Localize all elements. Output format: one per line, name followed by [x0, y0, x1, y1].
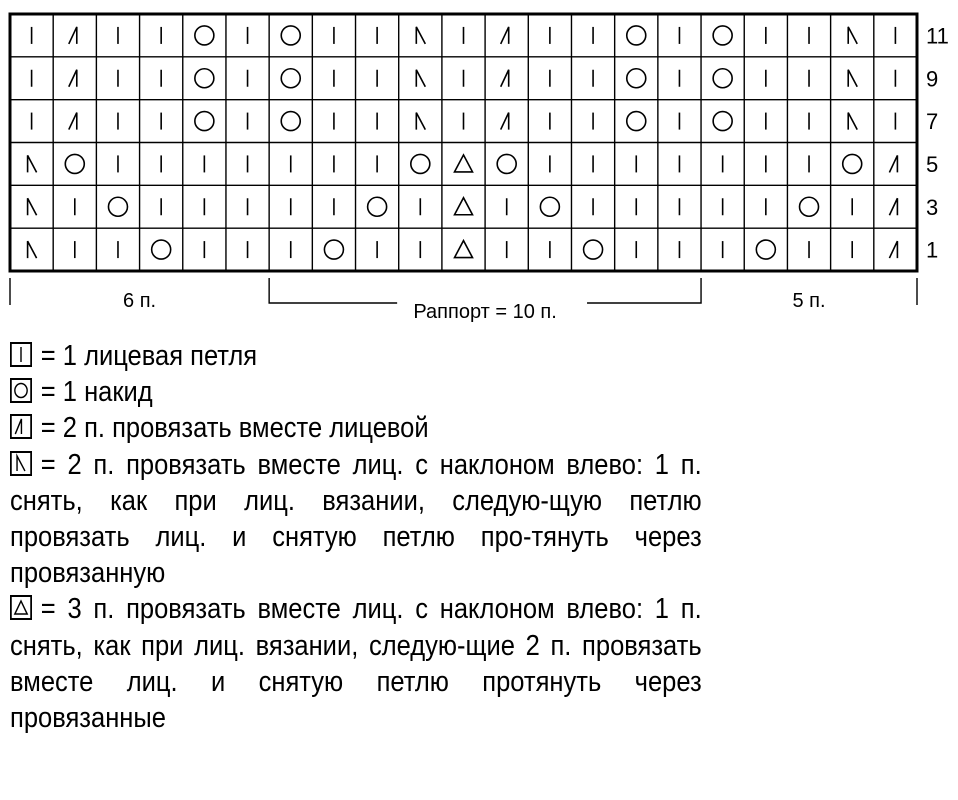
repeat-brackets — [10, 278, 917, 323]
yarn-over-mark — [281, 112, 300, 131]
legend — [10, 338, 702, 736]
k2tog-mark — [69, 113, 77, 130]
ssk-mark — [848, 70, 857, 87]
row-labels — [926, 23, 949, 262]
yarn-over-mark — [497, 154, 516, 173]
ssk-mark — [416, 27, 425, 44]
bracket-label: Раппорт = 10 п. — [413, 301, 557, 323]
yarn-over-mark — [324, 240, 343, 259]
ssk-mark — [28, 241, 37, 258]
yarn-over-mark — [713, 69, 732, 88]
sk2p-mark — [455, 198, 473, 215]
yarn-over-mark — [713, 112, 732, 131]
bracket-label: 5 п. — [792, 290, 826, 312]
chart-grid — [10, 14, 917, 271]
k2tog-mark — [69, 27, 77, 44]
yarn-over-mark — [195, 69, 214, 88]
knitting-chart — [0, 0, 958, 335]
k2tog-mark — [501, 27, 509, 44]
yarn-over-mark — [713, 26, 732, 45]
k2tog-mark — [889, 241, 897, 258]
yarn-over-mark — [800, 197, 819, 216]
yarn-over-mark — [281, 69, 300, 88]
yarn-over-mark — [756, 240, 775, 259]
legend-text-k2tog: = 2 п. провязать вместе лицевой — [40, 412, 429, 445]
legend-text-knit: = 1 лицевая петля — [40, 340, 258, 372]
legend-text-sk2p: = 3 п. провязать вместе лиц. с наклоном влево: 1 п. снять, как при лиц. вязании, следую-щие 2 п. провязать вместе лиц. и снятую петлю протянуть через провязанные — [10, 593, 702, 735]
k2tog-mark — [69, 70, 77, 87]
legend-entry-k2tog — [10, 410, 702, 446]
legend-entry-yarn-over — [10, 374, 702, 410]
k2tog-mark — [501, 70, 509, 87]
knit-symbol-icon — [10, 342, 32, 367]
k2tog-mark — [889, 198, 897, 215]
row-label: 9 — [926, 66, 939, 92]
sk2p-mark — [455, 155, 473, 172]
repeat-bracket-right — [587, 278, 701, 303]
yarn-over-mark — [281, 26, 300, 45]
yarn-over-mark — [152, 240, 171, 259]
legend-text-yarn-over: = 1 накид — [40, 376, 153, 409]
row-label: 5 — [926, 151, 939, 177]
yarn-over-mark — [195, 26, 214, 45]
row-label: 3 — [926, 194, 939, 220]
ssk-mark — [28, 198, 37, 215]
ssk-mark — [848, 113, 857, 130]
yarn-over-mark — [411, 154, 430, 173]
legend-entry-knit — [10, 338, 702, 374]
yarn-over-mark — [584, 240, 603, 259]
yarn-over-mark — [108, 197, 127, 216]
legend-entry-sk2p — [10, 591, 702, 736]
yarn-over-symbol-icon — [10, 378, 32, 403]
yarn-over-mark — [368, 197, 387, 216]
sk2p-symbol-icon — [10, 595, 32, 620]
row-label: 7 — [926, 109, 939, 135]
row-label: 11 — [926, 23, 949, 49]
yarn-over-mark — [195, 112, 214, 131]
k2tog-mark — [501, 113, 509, 130]
yarn-over-mark — [843, 154, 862, 173]
yarn-over-mark — [65, 154, 84, 173]
k2tog-mark — [889, 155, 897, 172]
k2tog-symbol-icon — [10, 414, 32, 439]
ssk-mark — [416, 70, 425, 87]
ssk-mark — [848, 27, 857, 44]
repeat-bracket-left — [269, 278, 397, 303]
yarn-over-mark — [627, 26, 646, 45]
yarn-over-mark — [627, 112, 646, 131]
legend-text-ssk: = 2 п. провязать вместе лиц. с наклоном влево: 1 п. снять, как при лиц. вязании, следую-щую петлю провязать лиц. и снятую петлю про-тянуть через провязанную — [10, 448, 702, 590]
sk2p-mark — [455, 241, 473, 258]
yarn-over-mark — [627, 69, 646, 88]
row-label: 1 — [926, 237, 939, 263]
yarn-over-mark — [540, 197, 559, 216]
ssk-symbol-icon — [10, 451, 32, 476]
ssk-mark — [28, 155, 37, 172]
legend-entry-ssk — [10, 447, 702, 592]
ssk-mark — [416, 113, 425, 130]
bracket-label: 6 п. — [123, 290, 157, 312]
